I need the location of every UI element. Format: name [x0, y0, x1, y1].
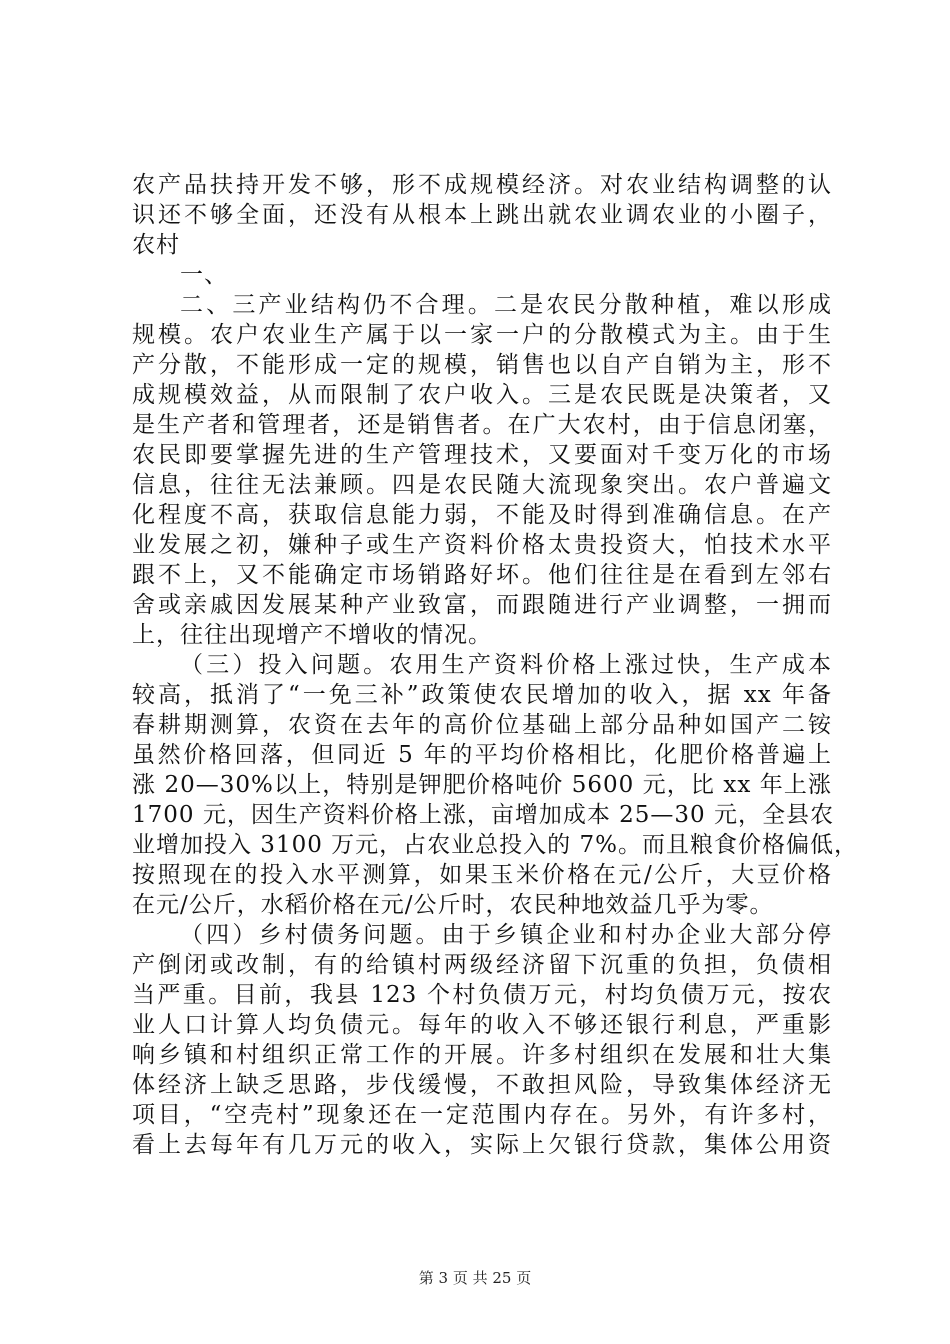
text-line: （三）投入问题。农用生产资料价格上涨过快，生产成本 [180, 652, 832, 678]
text-line: 春耕期测算，农资在去年的高价位基础上部分品种如国产二铵 [132, 712, 832, 738]
text-line: 规模。农户农业生产属于以一家一户的分散模式为主。由于生 [132, 322, 832, 348]
text-line: 二、三产业结构仍不合理。二是农民分散种植，难以形成 [180, 292, 832, 318]
text-line: 按照现在的投入水平测算，如果玉米价格在元/公斤，大豆价格 [132, 862, 832, 888]
text-line: 产分散，不能形成一定的规模，销售也以自产自销为主，形不 [132, 352, 832, 378]
text-line: 当严重。目前，我县 123 个村负债万元，村均负债万元，按农 [132, 982, 832, 1008]
text-line: 业发展之初，嫌种子或生产资料价格太贵投资大，怕技术水平 [132, 532, 832, 558]
text-line: 农产品扶持开发不够，形不成规模经济。对农业结构调整的认 [132, 172, 832, 198]
text-line: 识还不够全面，还没有从根本上跳出就农业调农业的小圈子， [132, 202, 832, 228]
text-line: 一、 [180, 262, 228, 288]
text-line: 业增加投入 3100 万元，占农业总投入的 7%。而且粮食价格偏低， [132, 832, 858, 858]
text-line: （四）乡村债务问题。由于乡镇企业和村办企业大部分停 [180, 922, 832, 948]
text-line: 成规模效益，从而限制了农户收入。三是农民既是决策者，又 [132, 382, 832, 408]
body-text [132, 170, 858, 1160]
text-line: 农村 [132, 232, 180, 258]
text-line: 涨 20—30%以上，特别是钾肥价格吨价 5600 元，比 xx 年上涨 [132, 772, 832, 798]
text-line: 虽然价格回落，但同近 5 年的平均价格相比，化肥价格普遍上 [132, 742, 832, 768]
text-line: 上，往往出现增产不增收的情况。 [132, 622, 492, 648]
text-line: 信息，往往无法兼顾。四是农民随大流现象突出。农户普遍文 [132, 472, 832, 498]
text-line: 响乡镇和村组织正常工作的开展。许多村组织在发展和壮大集 [132, 1042, 832, 1068]
text-line: 业人口计算人均负债元。每年的收入不够还银行利息，严重影 [132, 1012, 832, 1038]
page-footer [0, 1268, 950, 1288]
text-line: 是生产者和管理者，还是销售者。在广大农村，由于信息闭塞， [132, 412, 832, 438]
text-line: 在元/公斤，水稻价格在元/公斤时，农民种地效益几乎为零。 [132, 892, 774, 918]
text-line: 农民即要掌握先进的生产管理技术，又要面对千变万化的市场 [132, 442, 832, 468]
text-line: 1700 元，因生产资料价格上涨，亩增加成本 25—30 元，全县农 [132, 802, 834, 828]
text-line: 看上去每年有几万元的收入，实际上欠银行贷款，集体公用资 [132, 1132, 832, 1158]
text-line: 产倒闭或改制，有的给镇村两级经济留下沉重的负担，负债相 [132, 952, 832, 978]
text-line: 舍或亲戚因发展某种产业致富，而跟随进行产业调整，一拥而 [132, 592, 832, 618]
text-line: 较高，抵消了“一免三补”政策使农民增加的收入，据 xx 年备 [132, 682, 832, 708]
text-line: 化程度不高，获取信息能力弱，不能及时得到准确信息。在产 [132, 502, 832, 528]
text-line: 体经济上缺乏思路，步伐缓慢，不敢担风险，导致集体经济无 [132, 1072, 832, 1098]
text-line: 跟不上，又不能确定市场销路好坏。他们往往是在看到左邻右 [132, 562, 832, 588]
text-line: 项目，“空壳村”现象还在一定范围内存在。另外，有许多村， [132, 1102, 832, 1128]
page-number: 第 3 页 共 25 页 [418, 1269, 532, 1287]
